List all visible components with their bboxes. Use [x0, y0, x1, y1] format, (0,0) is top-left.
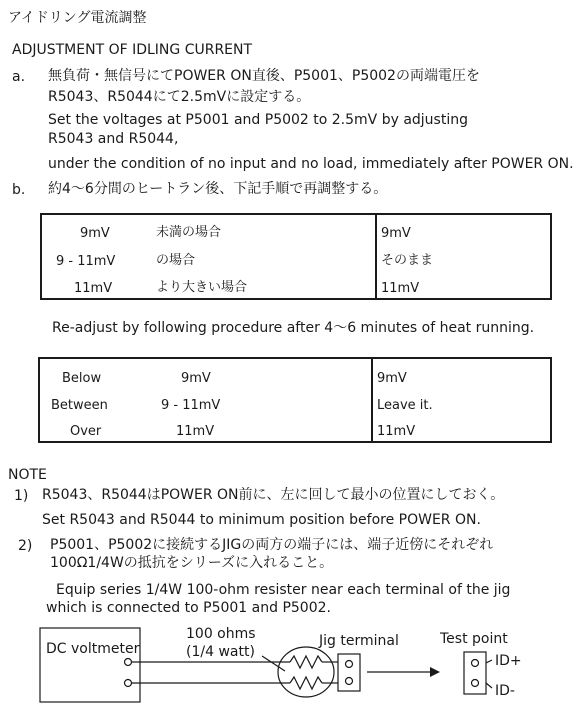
table-en-row3-condition: Over: [70, 424, 102, 439]
table-jp-row1-condition: 未満の場合: [156, 225, 222, 240]
id-minus-label: ID-: [495, 683, 515, 699]
table-en-row2-value: 9 - 11mV: [161, 398, 221, 413]
table-en: [38, 357, 552, 443]
note-2-marker: 2): [18, 538, 33, 554]
voltmeter-label: DC voltmeter: [46, 641, 140, 657]
table-en-row1-condition: Below: [62, 371, 102, 386]
step-a-en-line3: under the condition of no input and no load, immediately after POWER ON.: [48, 156, 574, 172]
terminal-circle-icon: [472, 680, 479, 687]
note-1-jp: R5043、R5044はPOWER ON前に、左に回して最小の位置にしておく。: [42, 487, 505, 503]
note-2-jp-line2: 100Ω1/4Wの抵抗をシリーズに入れること。: [50, 555, 334, 571]
table-jp-row3-condition: より大きい場合: [156, 280, 248, 295]
note-2-jp-line1: P5001、P5002に接続するJIGの両方の端子には、端子近傍にそれぞれ: [50, 537, 494, 553]
id-plus-label: ID+: [495, 653, 522, 669]
resistor-label-line1: 100 ohms: [186, 626, 256, 642]
table-en-divider: [371, 359, 373, 441]
voltmeter-box: [40, 628, 140, 702]
note-1-en: Set R5043 and R5044 to minimum position before POWER ON.: [42, 512, 481, 528]
test-point-box: [464, 652, 486, 694]
note-2-en-line2: which is connected to P5001 and P5002.: [46, 600, 331, 616]
test-point-label: Test point: [440, 631, 508, 647]
table-jp-row3-value: 11mV: [74, 281, 113, 296]
table-jp: [40, 213, 552, 300]
resistor-label-leader: [262, 656, 285, 671]
table-en-row3-value: 11mV: [176, 424, 215, 439]
jig-label: Jig terminal: [319, 633, 399, 649]
step-a-en-line2: R5043 and R5044,: [48, 131, 179, 147]
table-jp-row2-value: 9 - 11mV: [56, 254, 116, 269]
resistor-group-ellipse: [278, 647, 334, 697]
step-b-marker: b.: [12, 182, 26, 198]
jig-terminal-box: [338, 654, 360, 691]
step-a-jp-line1: 無負荷・無信号にてPOWER ON直後、P5001、P5002の両端電圧を: [48, 68, 480, 84]
resistor-icon: [290, 677, 322, 689]
table-jp-row3-action: 11mV: [381, 281, 420, 296]
step-b-jp-line: 約4〜6分間のヒートラン後、下記手順で再調整する。: [48, 181, 388, 197]
step-a-jp-line2: R5043、R5044にて2.5mVに設定する。: [48, 89, 311, 105]
table-jp-row1-action: 9mV: [381, 226, 411, 241]
voltmeter-terminal-plus: [125, 659, 132, 666]
table-en-row3-action: 11mV: [377, 424, 416, 439]
title-jp: アイドリング電流調整: [8, 10, 147, 26]
id-plus-leader: [486, 660, 492, 663]
step-a-en-line1: Set the voltages at P5001 and P5002 to 2.5mV by adjusting: [48, 112, 468, 128]
terminal-circle-icon: [346, 678, 353, 685]
table-jp-row2-action: そのまま: [381, 253, 434, 268]
step-a-marker: a.: [12, 69, 26, 85]
resistor-icon: [290, 656, 322, 668]
table-jp-row2-condition: の場合: [156, 253, 196, 268]
table-en-row2-condition: Between: [51, 398, 108, 413]
note-heading: NOTE: [8, 467, 47, 483]
table-jp-divider: [375, 215, 377, 298]
terminal-circle-icon: [346, 661, 353, 668]
note-2-en-line1: Equip series 1/4W 100-ohm resister near each terminal of the jig: [56, 582, 511, 598]
note-1-marker: 1): [14, 488, 29, 504]
arrow-right-icon: [430, 667, 440, 677]
table-en-row1-value: 9mV: [181, 371, 211, 386]
id-minus-leader: [486, 683, 492, 688]
resistor-label-line2: (1/4 watt): [186, 644, 255, 660]
readjust-en: Re-adjust by following procedure after 4〜6 minutes of heat running.: [52, 320, 535, 336]
table-en-row2-action: Leave it.: [377, 398, 433, 413]
voltmeter-terminal-minus: [125, 680, 132, 687]
terminal-circle-icon: [472, 660, 479, 667]
title-en: ADJUSTMENT OF IDLING CURRENT: [12, 42, 253, 58]
table-jp-row1-value: 9mV: [80, 226, 110, 241]
table-en-row1-action: 9mV: [377, 371, 407, 386]
